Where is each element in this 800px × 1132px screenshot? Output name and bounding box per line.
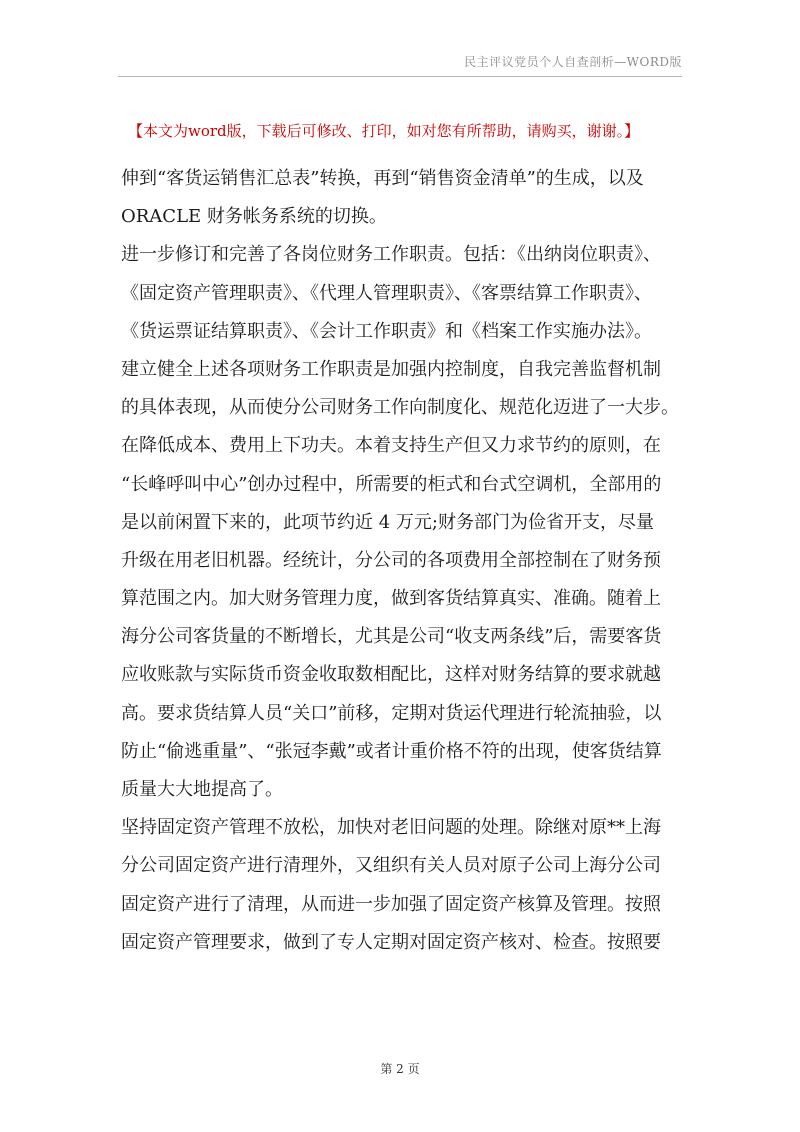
page-number: 第 2 页 xyxy=(380,1062,420,1076)
body-line: 固定资产管理要求，做到了专人定期对固定资产核对、检查。按照要 xyxy=(121,931,661,953)
body-line: 在降低成本、费用上下功夫。本着支持生产但又力求节约的原则，在 xyxy=(121,435,661,457)
body-line: 坚持固定资产管理不放松，加快对老旧问题的处理。除继对原**上海 xyxy=(121,817,661,839)
header-divider xyxy=(118,76,682,77)
body-line: 《货运票证结算职责》、《会计工作职责》和《档案工作实施办法》。 xyxy=(121,320,652,342)
purchase-notice: 【本文为word版，下载后可修改、打印，如对您有所帮助，请购买，谢谢。】 xyxy=(128,122,640,140)
body-line: 应收账款与实际货币资金收取数相配比，这样对财务结算的要求就越 xyxy=(121,664,661,686)
body-line: 《固定资产管理职责》、《代理人管理职责》、《客票结算工作职责》、 xyxy=(121,282,652,304)
document-body xyxy=(121,160,683,962)
body-line: 高。要求货结算人员“关口”前移，定期对货运代理进行轮流抽验，以 xyxy=(121,702,662,724)
body-line: 分公司固定资产进行清理外，又组织有关人员对原子公司上海分公司 xyxy=(121,855,661,877)
body-line: 固定资产进行了清理，从而进一步加强了固定资产核算及管理。按照 xyxy=(121,893,661,915)
body-line: ORACLE 财务帐务系统的切换。 xyxy=(121,206,387,228)
body-line: 的具体表现，从而使分公司财务工作向制度化、规范化迈进了一大步。 xyxy=(121,397,679,419)
body-line: 海分公司客货量的不断增长，尤其是公司“收支两条线”后，需要客货 xyxy=(121,626,662,648)
body-line: 是以前闲置下来的，此项节约近 4 万元;财务部门为俭省开支，尽量 xyxy=(121,511,654,533)
body-line: 质量大大地提高了。 xyxy=(121,779,283,800)
body-line: 进一步修订和完善了各岗位财务工作职责。包括：《出纳岗位职责》、 xyxy=(121,244,661,266)
header-title: 民主评议党员个人自查剖析—WORD版 xyxy=(464,55,682,69)
body-line: 升级在用老旧机器。经统计，分公司的各项费用全部控制在了财务预 xyxy=(121,549,661,571)
body-line: “长峰呼叫中心”创办过程中，所需要的柜式和台式空调机，全部用的 xyxy=(121,473,662,495)
body-line: 算范围之内。加大财务管理力度，做到客货结算真实、准确。随着上 xyxy=(121,588,661,610)
body-line: 伸到“客货运销售汇总表”转换，再到“销售资金清单”的生成，以及 xyxy=(121,168,644,189)
body-line: 防止“偷逃重量”、“张冠李戴”或者计重价格不符的出现，使客货结算 xyxy=(121,740,662,762)
body-line: 建立健全上述各项财务工作职责是加强内控制度，自我完善监督机制 xyxy=(121,358,661,380)
